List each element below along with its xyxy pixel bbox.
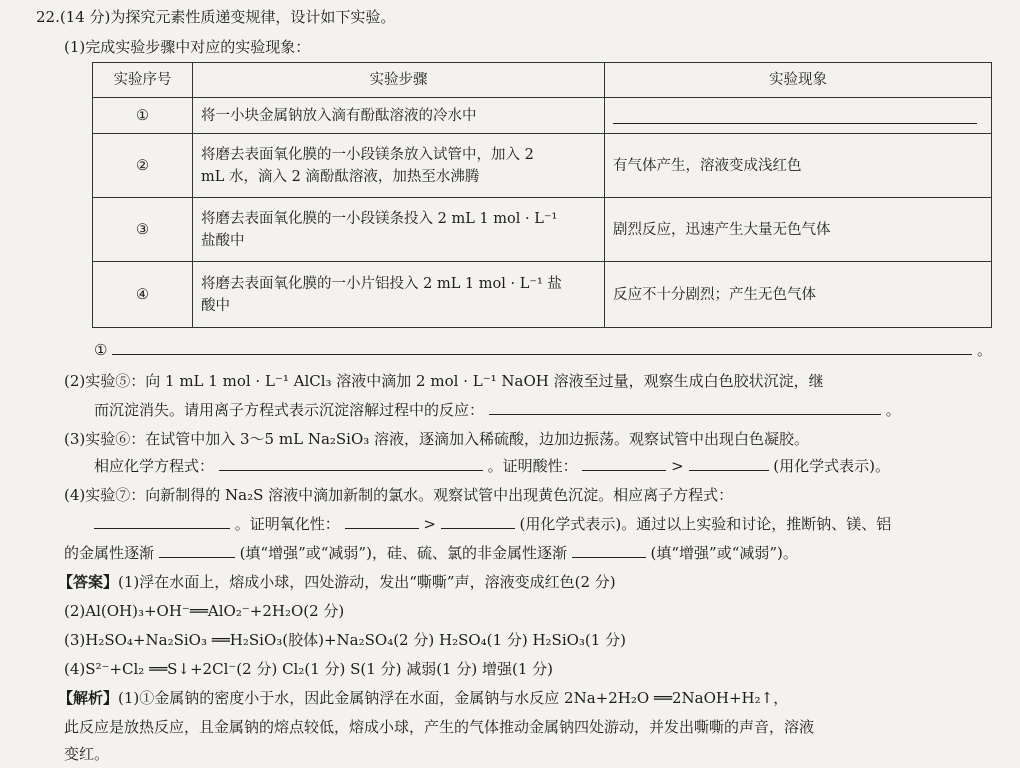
result-blank-line [613, 107, 977, 124]
row-number: ① [93, 98, 193, 134]
answer-line-label: ① [94, 341, 108, 359]
step-text: 将磨去表面氧化膜的一小片铝投入 2 mL 1 mol · L⁻¹ 盐 [201, 275, 562, 292]
step-text: 将磨去表面氧化膜的一小段镁条放入试管中，加入 2 [201, 146, 534, 163]
row-result: 剧烈反应，迅速产生大量无色气体 [605, 198, 992, 262]
answer-line-1 [94, 340, 992, 360]
step-text: 将磨去表面氧化膜的一小段镁条投入 2 mL 1 mol · L⁻¹ [201, 210, 558, 227]
answer-2: (2)Al(OH)₃+OH⁻══AlO₂⁻+2H₂O(2 分) [64, 602, 345, 620]
row-number: ② [93, 134, 193, 198]
header-step: 实验步骤 [193, 63, 605, 98]
table-header-row [93, 63, 992, 98]
analysis-text: (1)①金属钠的密度小于水，因此金属钠浮在水面，金属钠与水反应 2Na+2H₂O ══2NaOH+H₂↑， [118, 689, 789, 707]
acid-blank-1[interactable] [582, 456, 666, 471]
step-text: mL 水，滴入 2 滴酚酞溶液，加热至水沸腾 [201, 168, 480, 185]
answer-label: 【答案】 [58, 573, 119, 591]
analysis-line1 [58, 688, 788, 708]
row-number: ③ [93, 198, 193, 262]
part2-prompt: 而沉淀消失。请用离子方程式表示沉淀溶解过程中的反应： [94, 401, 485, 419]
row-step [193, 134, 605, 198]
answer-3: (3)H₂SO₄+Na₂SiO₃ ══H₂SiO₃(胶体)+Na₂SO₄(2 分) H₂SO₄(1 分) H₂SiO₃(1 分) [64, 631, 626, 649]
greater-than: > [423, 515, 436, 533]
experiment-table [92, 62, 992, 328]
part4-line1: (4)实验⑦：向新制得的 Na₂S 溶液中滴加新制的氯水。观察试管中出现黄色沉淀。相应离子方程式： [64, 486, 734, 504]
row-step [193, 198, 605, 262]
step-text: 盐酸中 [201, 232, 245, 249]
greater-than: > [671, 457, 684, 475]
ionic-equation-blank[interactable] [94, 514, 230, 529]
chemical-equation-blank[interactable] [219, 456, 483, 471]
metal-trend-blank[interactable] [159, 543, 235, 558]
fill-hint: (填“增强”或“减弱”)。 [650, 544, 798, 562]
part4-line2 [94, 514, 891, 534]
part3-line2 [94, 456, 890, 476]
analysis-line3: 变红。 [64, 745, 110, 763]
answer-4: (4)S²⁻+Cl₂ ══S↓+2Cl⁻(2 分) Cl₂(1 分) S(1 分) 减弱(1 分) 增强(1 分) [64, 660, 554, 678]
part1-intro: (1)完成实验步骤中对应的实验现象： [64, 38, 311, 56]
oxidizer-blank-2[interactable] [441, 514, 515, 529]
row-number: ④ [93, 262, 193, 328]
table-row [93, 98, 992, 134]
table-row [93, 198, 992, 262]
acidity-label: 。证明酸性： [487, 457, 578, 475]
header-result: 实验现象 [605, 63, 992, 98]
header-number: 实验序号 [93, 63, 193, 98]
row-result: 有气体产生，溶液变成浅红色 [605, 134, 992, 198]
nonmetal-trend-blank[interactable] [572, 543, 646, 558]
row-result-blank[interactable] [605, 98, 992, 134]
step-text: 将一小块金属钠放入滴有酚酞溶液的冷水中 [201, 107, 477, 124]
analysis-label: 【解析】 [58, 689, 119, 707]
answer-blank[interactable] [112, 340, 972, 355]
question-header: 22.(14 分)为探究元素性质递变规律，设计如下实验。 [36, 8, 396, 26]
row-step [193, 98, 605, 134]
equation-label: 相应化学方程式： [94, 457, 215, 475]
oxidation-label: 。证明氧化性： [234, 515, 340, 533]
acid-blank-2[interactable] [689, 456, 769, 471]
part2-line2 [94, 400, 901, 420]
analysis-line2: 此反应是放热反应，且金属钠的熔点较低，熔成小球，产生的气体推动金属钠四处游动，并发出嘶嘶的声音，溶液 [64, 718, 815, 736]
part2-line1: (2)实验⑤：向 1 mL 1 mol · L⁻¹ AlCl₃ 溶液中滴加 2 mol · L⁻¹ NaOH 溶液至过量，观察生成白色胶状沉淀，继 [64, 372, 824, 390]
table-row [93, 134, 992, 198]
part3-line1: (3)实验⑥：在试管中加入 3～5 mL Na₂SiO₃ 溶液，逐滴加入稀硫酸，边加边振荡。观察试管中出现白色凝胶。 [64, 430, 810, 448]
metal-trend-label: 的金属性逐渐 [64, 544, 155, 562]
row-step [193, 262, 605, 328]
ionic-equation-blank[interactable] [489, 400, 881, 415]
step-text: 酸中 [201, 297, 230, 314]
nonmetal-trend-label: (填“增强”或“减弱”)，硅、硫、氯的非金属性逐渐 [239, 544, 567, 562]
row-result: 反应不十分剧烈；产生无色气体 [605, 262, 992, 328]
part4-mid-text: (用化学式表示)。通过以上实验和讨论，推断钠、镁、铝 [519, 515, 892, 533]
part4-line3 [64, 543, 798, 563]
answer-1 [58, 572, 616, 592]
oxidizer-blank-1[interactable] [345, 514, 419, 529]
period: 。 [977, 341, 993, 359]
period: 。 [885, 401, 901, 419]
table-row [93, 262, 992, 328]
answer-text: (1)浮在水面上，熔成小球，四处游动，发出“嘶嘶”声，溶液变成红色(2 分) [118, 573, 616, 591]
formula-hint: (用化学式表示)。 [773, 457, 891, 475]
